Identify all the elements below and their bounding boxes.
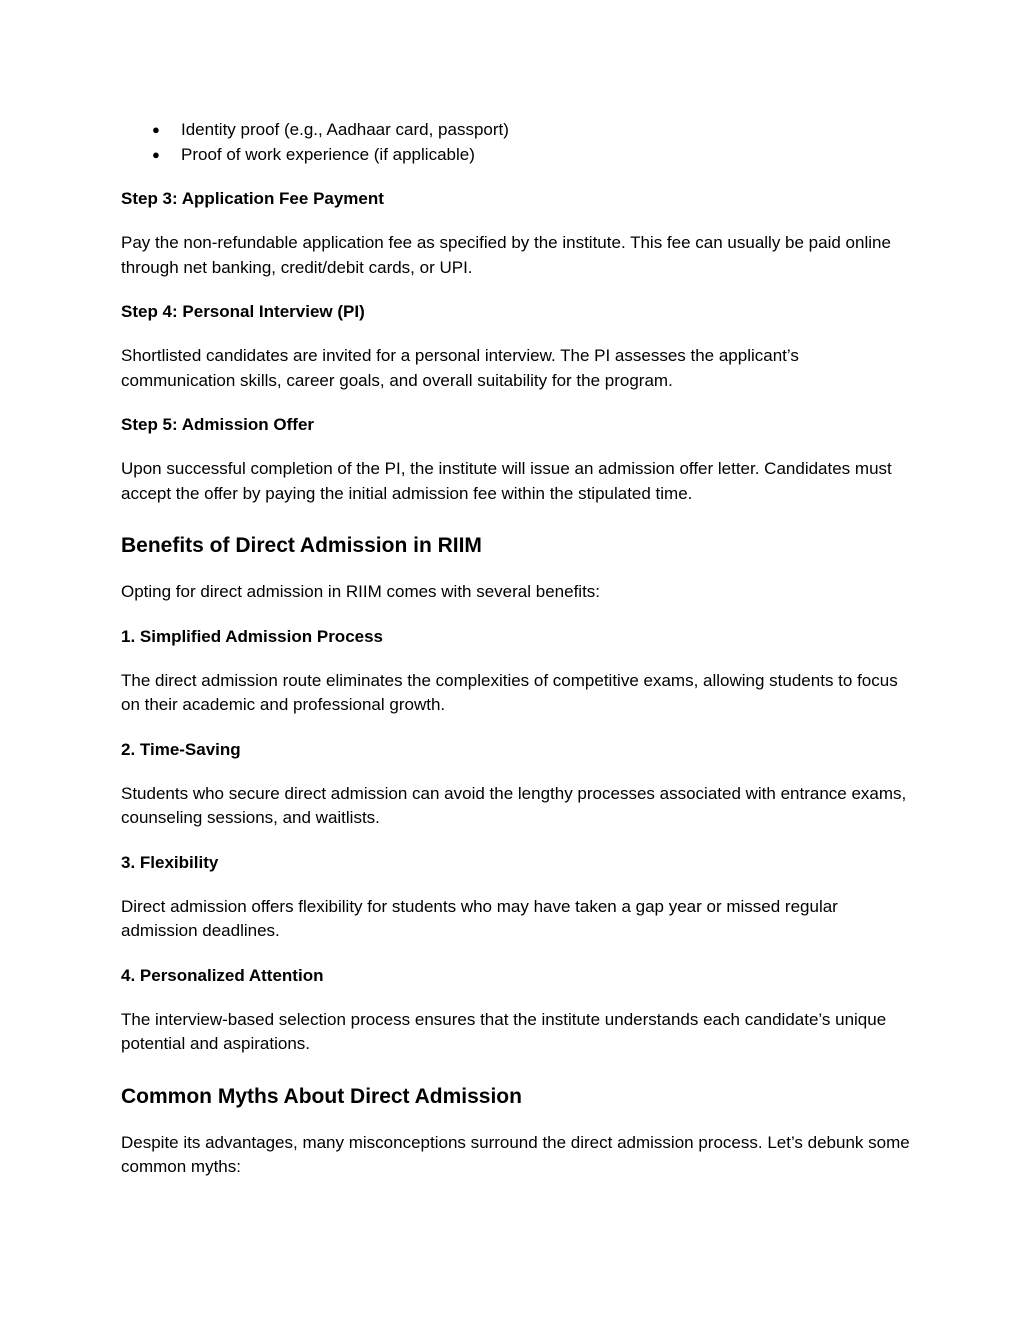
step5-body: Upon successful completion of the PI, the institute will issue an admission offer letter. Candidates must accept the offer by paying the initial admission fee within the stipulated time.: [121, 459, 892, 503]
myths-heading: Common Myths About Direct Admission: [121, 1084, 522, 1108]
benefit-3-title: 3. Flexibility: [121, 852, 219, 872]
step3-title: Step 3: Application Fee Payment: [121, 189, 384, 208]
benefit-4-body: The interview-based selection process ensures that the institute understands each candidate’s unique potential and aspirations.: [121, 1009, 887, 1053]
step3-body: Pay the non-refundable application fee as specified by the institute. This fee can usually be paid online through net banking, credit/debit cards, or UPI.: [121, 233, 891, 277]
benefit-4-title: 4. Personalized Attention: [121, 965, 324, 985]
bullet-icon: ●: [152, 146, 160, 162]
benefit-3-body: Direct admission offers flexibility for students who may have taken a gap year or missed regular admission deadlines.: [121, 896, 838, 940]
document-page: [121, 118, 911, 1180]
myths-intro: Despite its advantages, many misconceptions surround the direct admission process. Let’s debunk some common myths:: [121, 1132, 910, 1176]
step4-title: Step 4: Personal Interview (PI): [121, 302, 365, 321]
benefit-1-body: The direct admission route eliminates the complexities of competitive exams, allowing students to focus on their academic and professional growth.: [121, 670, 898, 714]
list-item: [121, 143, 911, 168]
step5-title: Step 5: Admission Offer: [121, 415, 315, 434]
list-item-text: Proof of work experience (if applicable): [181, 144, 475, 164]
benefits-intro: Opting for direct admission in RIIM comes with several benefits:: [121, 582, 601, 601]
document-bullet-list: [121, 118, 911, 167]
list-item-text: Identity proof (e.g., Aadhaar card, passport): [181, 120, 509, 139]
bullet-icon: ●: [152, 122, 160, 137]
step4-body: Shortlisted candidates are invited for a personal interview. The PI assesses the applicant’s communication skills, career goals, and overall suitability for the program.: [121, 346, 799, 390]
benefit-2-title: 2. Time-Saving: [121, 739, 241, 759]
benefit-2-body: Students who secure direct admission can avoid the lengthy processes associated with entrance exams, counseling sessions, and waitlists.: [121, 783, 907, 827]
list-item: [121, 118, 911, 143]
benefit-1-title: 1. Simplified Admission Process: [121, 626, 384, 646]
benefits-heading: Benefits of Direct Admission in RIIM: [121, 534, 482, 557]
